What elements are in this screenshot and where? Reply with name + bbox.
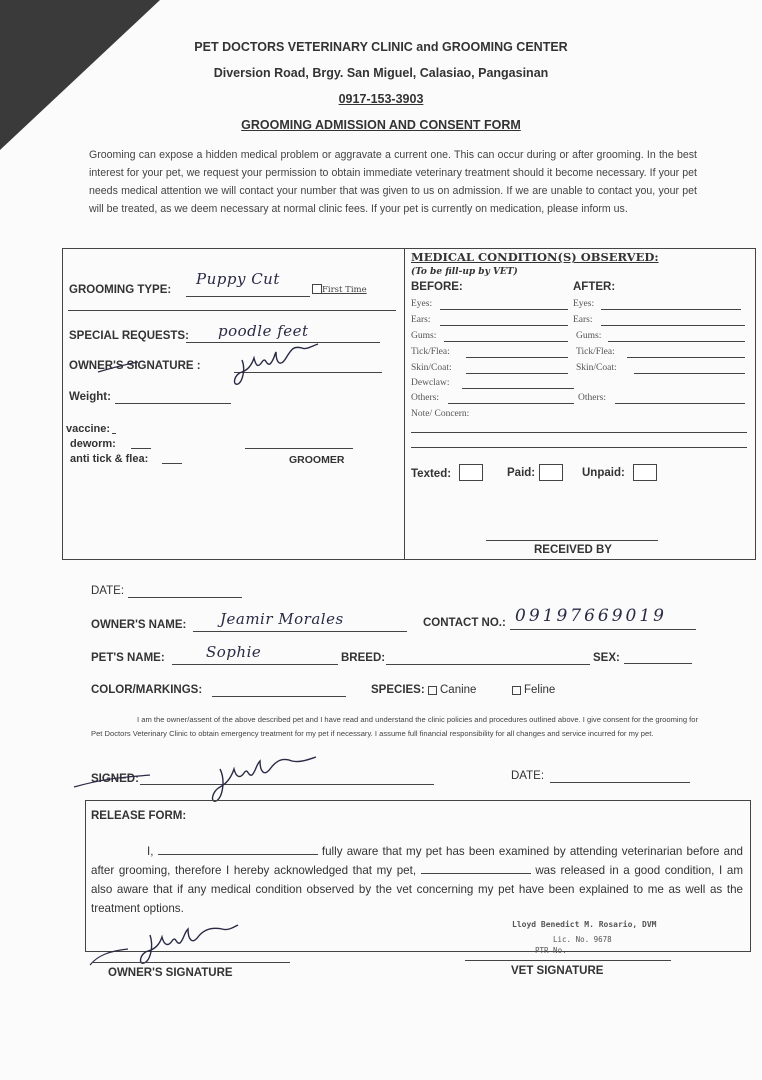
deworm-label: deworm: [70,438,116,450]
weight-label: Weight: [69,391,111,403]
after-gums-line [608,341,745,342]
contact-value[interactable]: 09197669019 [515,606,667,626]
pet-name-label: PET'S NAME: [91,652,165,664]
breed-line [386,664,590,665]
breed-label: BREED: [341,652,386,664]
release-pet-blank[interactable] [421,861,531,874]
owner-name-value[interactable]: Jeamir Morales [220,610,344,628]
received-by-line [486,540,658,541]
release-owner-signature-label: OWNER'S SIGNATURE [108,967,233,979]
before-gums: Gums: [411,331,437,341]
release-paragraph: I, fully aware that my pet has been examined by attending veterinarian before and after grooming, therefore I hereby acknowledged that my pet, was released in a good condition, I am also aware that if any medical condition observed by the vet concerning my pet have been explained to me as well as the treatment options. [91,842,743,918]
release-owner-signature-scribble [88,925,248,970]
box-divider [404,248,405,559]
before-tickflea-line [466,357,568,358]
grooming-type-value[interactable]: Puppy Cut [196,270,280,288]
unpaid-checkbox[interactable] [633,464,657,481]
pet-name-line [172,664,338,665]
deworm-line [131,448,151,449]
before-skincoat: Skin/Coat: [411,363,452,373]
note-line-1 [411,432,747,433]
after-tickflea: Tick/Flea: [576,347,615,357]
vet-signature-line [465,960,671,961]
anti-tick-label: anti tick & flea: [70,453,149,465]
medical-title: MEDICAL CONDITION(S) OBSERVED: [411,250,659,264]
after-tickflea-line [627,357,745,358]
vaccine-line [112,433,116,434]
vaccine-label: vaccine: [66,423,111,435]
signed-date-line [550,782,690,783]
before-ears-line [440,325,568,326]
before-eyes: Eyes: [411,299,433,309]
texted-label: Texted: [411,468,452,480]
vet-stamp-ptr: PTR No. [535,946,567,955]
feline-checkbox[interactable] [512,686,521,695]
after-eyes: Eyes: [573,299,595,309]
clinic-name: PET DOCTORS VETERINARY CLINIC and GROOMING CENTER [194,40,568,54]
contact-line [510,629,696,630]
after-ears: Ears: [573,315,593,325]
after-eyes-line [601,309,741,310]
texted-checkbox[interactable] [459,464,483,481]
grooming-type-label: GROOMING TYPE: [69,284,172,296]
after-others: Others: [578,393,606,403]
owner-name-line [193,631,407,632]
after-gums: Gums: [576,331,602,341]
vet-stamp-license: Lic. No. 9678 [553,935,612,944]
consent-paragraph: I am the owner/assent of the above described pet and I have read and understand the clinic policies and procedures outlined above. I give consent for the grooming for Pet Doctors Veterinary Clinic to obtain emergency treatment for my pet if necessary. I assume full financial responsibility for all changes and service incurred for my pet. [91,715,699,738]
note-label: Note/ Concern: [411,409,470,419]
after-ears-line [601,325,745,326]
signed-signature-scribble [70,755,330,805]
received-by-label: RECEIVED BY [534,544,612,556]
signed-date-label: DATE: [511,770,545,782]
signed-label: SIGNED: [91,773,139,785]
before-skincoat-line [466,373,568,374]
grooming-type-line [186,296,310,297]
before-gums-line [444,341,568,342]
before-dewclaw-line [462,388,574,389]
contact-label: CONTACT NO.: [423,617,506,629]
pet-name-value[interactable]: Sophie [206,643,262,661]
paid-checkbox[interactable] [539,464,563,481]
after-heading: AFTER: [573,281,616,293]
color-label: COLOR/MARKINGS: [91,684,203,696]
canine-checkbox[interactable] [428,686,437,695]
first-time-checkbox[interactable] [312,284,322,294]
clinic-phone: 0917-153-3903 [338,92,424,106]
date-line [128,597,242,598]
owner-signature-label: OWNER'S SIGNATURE : [69,360,201,372]
date-label: DATE: [91,585,125,597]
sex-label: SEX: [593,652,620,664]
medical-subtitle: (To be fill-up by VET) [411,267,518,277]
note-line-2 [411,447,747,448]
before-heading: BEFORE: [411,281,463,293]
feline-label: Feline [524,684,556,696]
species-label: SPECIES: [371,684,425,696]
before-others: Others: [411,393,439,403]
release-title: RELEASE FORM: [91,810,187,822]
owner-name-label: OWNER'S NAME: [91,619,187,631]
grooming-type-extra-line [68,310,396,311]
after-skincoat-line [634,373,745,374]
unpaid-label: Unpaid: [582,467,625,479]
canine-label: Canine [440,684,477,696]
sex-line [624,663,692,664]
before-others-line [448,403,574,404]
before-tickflea: Tick/Flea: [411,347,450,357]
special-requests-label: SPECIAL REQUESTS: [69,330,189,342]
intro-paragraph: Grooming can expose a hidden medical problem or aggravate a current one. This can occur during or after grooming. In the best interest for your pet, we request your permission to obtain immediate veterinary treatment should it become necessary. If your pet needs medical attention we will contact your number that was given to us on admission. If we are unable to contact you, your pet will be treated, as we deem necessary at normal clinic fees. If your pet is currently on medication, please inform us. [89,149,697,215]
owner-signature-release-line [92,962,290,963]
form-title: GROOMING ADMISSION AND CONSENT FORM [241,118,521,132]
before-eyes-line [440,309,568,310]
clinic-address: Diversion Road, Brgy. San Miguel, Calasiao, Pangasinan [213,66,549,80]
owner-signature-scribble [228,342,328,392]
special-requests-value[interactable]: poodle feet [218,322,309,340]
after-skincoat: Skin/Coat: [576,363,617,373]
first-time-label: First Time [322,285,367,295]
paid-label: Paid: [507,467,536,479]
weight-line [115,403,231,404]
anti-tick-line [162,463,182,464]
after-others-line [615,403,745,404]
before-ears: Ears: [411,315,431,325]
groomer-label: GROOMER [289,454,345,466]
vet-signature-label: VET SIGNATURE [511,965,604,977]
groomer-line [245,448,353,449]
before-dewclaw: Dewclaw: [411,378,450,388]
release-owner-blank[interactable] [158,842,318,855]
vet-stamp-name: Lloyd Benedict M. Rosario, DVM [512,920,657,929]
color-line [212,696,346,697]
